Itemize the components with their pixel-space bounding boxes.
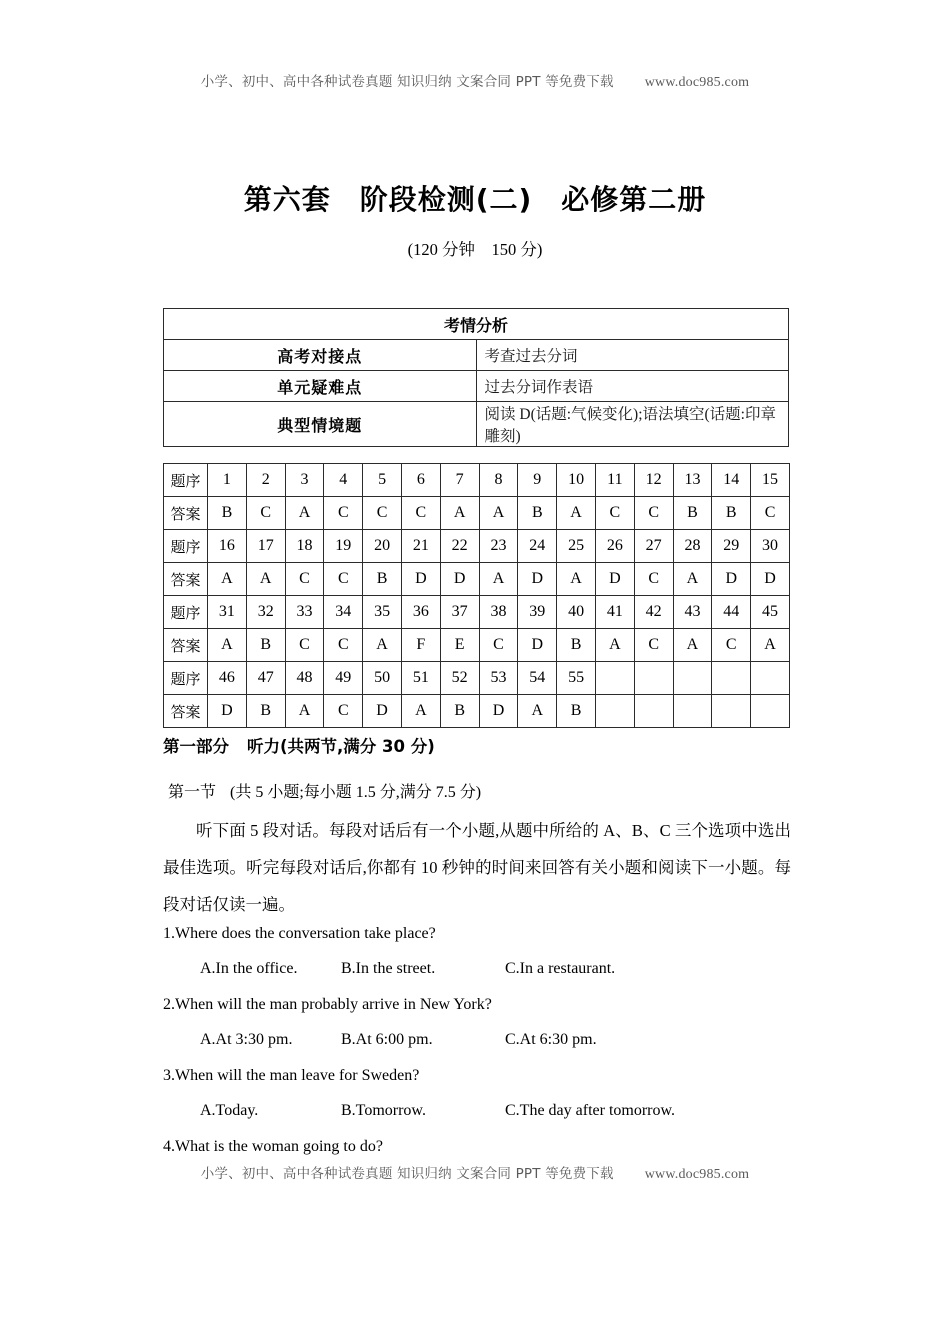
answer-key-answer-cell: A (557, 563, 596, 596)
answer-key-answer-cell: A (208, 563, 247, 596)
answer-key-answer-cell: A (595, 629, 634, 662)
analysis-row-value: 过去分词作表语 (476, 371, 789, 402)
answer-key-answer-cell: B (557, 629, 596, 662)
section-one-title: (共 5 小题;每小题 1.5 分,满分 7.5 分) (230, 784, 482, 801)
answer-key-answer-cell: A (363, 629, 402, 662)
answer-key-answer-label: 答案 (164, 563, 208, 596)
question-text: 2.When will the man probably arrive in New York? (163, 996, 492, 1013)
answer-key-number-cell: 14 (712, 464, 751, 497)
exam-analysis-table (163, 308, 789, 447)
option-a[interactable]: A.Today. (200, 1102, 259, 1119)
answer-key-answer-label: 答案 (164, 695, 208, 728)
answer-key-answer-cell: C (751, 497, 790, 530)
answer-key-answer-cell: B (246, 695, 285, 728)
option-b[interactable]: B.At 6:00 pm. (341, 1031, 433, 1048)
answer-key-answer-cell: D (401, 563, 440, 596)
answer-key-answer-cell: D (518, 629, 557, 662)
answer-key-answer-cell: A (440, 497, 479, 530)
answer-key-number-cell: 10 (557, 464, 596, 497)
answer-key-number-cell: 20 (363, 530, 402, 563)
answer-key-answer-cell (595, 695, 634, 728)
answer-key-table (163, 463, 790, 728)
answer-key-answer-cell: B (246, 629, 285, 662)
analysis-header-cell: 考情分析 (164, 309, 789, 340)
option-a[interactable]: A.At 3:30 pm. (200, 1031, 293, 1048)
answer-key-answer-cell: C (285, 629, 324, 662)
answer-key-answer-cell: C (479, 629, 518, 662)
part-one-heading (163, 733, 435, 757)
answer-key-number-cell: 53 (479, 662, 518, 695)
answer-key-answer-cell: C (712, 629, 751, 662)
answer-key-number-cell: 3 (285, 464, 324, 497)
answer-key-number-row (164, 662, 790, 695)
answer-key-answer-cell: C (401, 497, 440, 530)
answer-key-answer-cell: D (440, 563, 479, 596)
answer-key-answer-cell: B (557, 695, 596, 728)
answer-key-answer-cell: C (634, 629, 673, 662)
answer-key-number-cell: 33 (285, 596, 324, 629)
answer-key-number-cell (634, 662, 673, 695)
answer-key-number-cell: 36 (401, 596, 440, 629)
answer-key-number-cell: 15 (751, 464, 790, 497)
answer-key-number-label: 题序 (164, 530, 208, 563)
answer-key-number-cell: 55 (557, 662, 596, 695)
analysis-row-label: 典型情境题 (164, 402, 477, 447)
question-text: 3.When will the man leave for Sweden? (163, 1067, 420, 1084)
answer-key-number-cell (673, 662, 712, 695)
answer-key-number-label: 题序 (164, 464, 208, 497)
answer-key-number-cell: 32 (246, 596, 285, 629)
answer-key-answer-cell: A (751, 629, 790, 662)
answer-key-answer-row (164, 497, 790, 530)
answer-key-answer-cell: D (208, 695, 247, 728)
answer-key-number-cell: 17 (246, 530, 285, 563)
answer-key-answer-cell: A (557, 497, 596, 530)
answer-key-answer-row (164, 629, 790, 662)
answer-key-number-cell: 38 (479, 596, 518, 629)
answer-key-answer-cell: C (324, 695, 363, 728)
answer-key-answer-cell: A (479, 563, 518, 596)
answer-key-number-cell: 40 (557, 596, 596, 629)
answer-key-answer-cell: C (285, 563, 324, 596)
answer-key-answer-cell: A (246, 563, 285, 596)
answer-key-number-cell: 9 (518, 464, 557, 497)
answer-key-answer-cell (751, 695, 790, 728)
answer-key-number-cell: 22 (440, 530, 479, 563)
analysis-header-row (164, 309, 789, 340)
answer-key-number-cell: 29 (712, 530, 751, 563)
section-one-label: 第一节 (168, 784, 217, 801)
answer-key-number-row (164, 596, 790, 629)
table-row (164, 402, 789, 447)
answer-key-answer-cell: B (440, 695, 479, 728)
answer-key-answer-cell: C (363, 497, 402, 530)
answer-key-answer-cell: A (518, 695, 557, 728)
option-b[interactable]: B.Tomorrow. (341, 1102, 426, 1119)
answer-key-answer-label: 答案 (164, 497, 208, 530)
answer-key-number-cell: 8 (479, 464, 518, 497)
answer-key-answer-cell: C (634, 563, 673, 596)
analysis-row-value: 阅读 D(话题:气候变化);语法填空(话题:印章雕刻) (476, 402, 789, 447)
answer-key-answer-cell: E (440, 629, 479, 662)
part-one-label: 第一部分 (163, 737, 229, 756)
watermark-header-url: www.doc985.com (644, 75, 750, 90)
answer-key-answer-label: 答案 (164, 629, 208, 662)
answer-key-number-row (164, 530, 790, 563)
answer-key-answer-cell: A (479, 497, 518, 530)
answer-key-answer-cell: D (518, 563, 557, 596)
answer-key-number-cell: 51 (401, 662, 440, 695)
answer-key-number-cell: 7 (440, 464, 479, 497)
answer-key-number-cell: 13 (673, 464, 712, 497)
answer-key-number-cell (595, 662, 634, 695)
answer-key-number-cell: 18 (285, 530, 324, 563)
answer-key-answer-cell: C (324, 497, 363, 530)
answer-key-number-cell (712, 662, 751, 695)
answer-key-answer-cell: D (712, 563, 751, 596)
answer-key-answer-cell: C (595, 497, 634, 530)
question-text: 4.What is the woman going to do? (163, 1138, 383, 1155)
answer-key-number-cell (751, 662, 790, 695)
page-subtitle: (120 分钟 150 分) (407, 240, 543, 259)
watermark-footer (0, 1162, 950, 1183)
answer-key-number-cell: 42 (634, 596, 673, 629)
answer-key-answer-cell (712, 695, 751, 728)
answer-key-answer-row (164, 563, 790, 596)
answer-key-number-cell: 27 (634, 530, 673, 563)
answer-key-answer-cell: F (401, 629, 440, 662)
answer-key-number-cell: 50 (363, 662, 402, 695)
analysis-row-label: 单元疑难点 (164, 371, 477, 402)
answer-key-number-cell: 23 (479, 530, 518, 563)
answer-key-number-cell: 26 (595, 530, 634, 563)
page-title: 第六套 阶段检测(二) 必修第二册 (243, 183, 707, 216)
answer-key-number-cell: 28 (673, 530, 712, 563)
section-one-heading (168, 779, 481, 802)
question-text: 1.Where does the conversation take place? (163, 925, 436, 942)
answer-key-number-cell: 48 (285, 662, 324, 695)
option-c[interactable]: C.At 6:30 pm. (505, 1031, 597, 1048)
answer-key-number-cell: 1 (208, 464, 247, 497)
answer-key-number-cell: 49 (324, 662, 363, 695)
answer-key-answer-cell: B (518, 497, 557, 530)
watermark-header-text: 小学、初中、高中各种试卷真题 知识归纳 文案合同 PPT 等免费下载 (200, 74, 614, 90)
answer-key-answer-cell: C (246, 497, 285, 530)
answer-key-answer-cell (634, 695, 673, 728)
answer-key-answer-cell: A (401, 695, 440, 728)
answer-key-number-cell: 2 (246, 464, 285, 497)
answer-key-number-cell: 34 (324, 596, 363, 629)
table-row (164, 340, 789, 371)
answer-key-number-cell: 52 (440, 662, 479, 695)
answer-key-number-cell: 35 (363, 596, 402, 629)
table-row (164, 371, 789, 402)
answer-key-number-cell: 45 (751, 596, 790, 629)
answer-key-answer-cell: D (595, 563, 634, 596)
answer-key-answer-cell: A (285, 497, 324, 530)
answer-key-answer-cell: B (363, 563, 402, 596)
answer-key-number-cell: 47 (246, 662, 285, 695)
answer-key-answer-cell: A (673, 563, 712, 596)
answer-key-answer-cell: B (208, 497, 247, 530)
analysis-row-value: 考查过去分词 (476, 340, 789, 371)
answer-key-number-cell: 24 (518, 530, 557, 563)
option-a[interactable]: A.In the office. (200, 960, 298, 977)
watermark-footer-text: 小学、初中、高中各种试卷真题 知识归纳 文案合同 PPT 等免费下载 (200, 1166, 614, 1182)
answer-key-number-cell: 19 (324, 530, 363, 563)
answer-key-number-cell: 46 (208, 662, 247, 695)
answer-key-answer-cell: B (712, 497, 751, 530)
watermark-footer-url: www.doc985.com (644, 1167, 750, 1182)
answer-key-number-cell: 25 (557, 530, 596, 563)
answer-key-number-cell: 12 (634, 464, 673, 497)
answer-key-number-label: 题序 (164, 596, 208, 629)
answer-key-number-cell: 41 (595, 596, 634, 629)
answer-key-answer-cell: B (673, 497, 712, 530)
answer-key-number-cell: 5 (363, 464, 402, 497)
answer-key-number-cell: 4 (324, 464, 363, 497)
listening-instructions: 听下面 5 段对话。每段对话后有一个小题,从题中所给的 A、B、C 三个选项中选出最佳选项。听完每段对话后,你都有 10 秒钟的时间来回答有关小题和阅读下一小题。每段对话仅读一遍。 (163, 821, 791, 914)
answer-key-number-cell: 30 (751, 530, 790, 563)
analysis-row-label: 高考对接点 (164, 340, 477, 371)
answer-key-number-cell: 37 (440, 596, 479, 629)
answer-key-number-cell: 31 (208, 596, 247, 629)
option-c[interactable]: C.In a restaurant. (505, 960, 616, 977)
answer-key-answer-row (164, 695, 790, 728)
answer-key-answer-cell: A (285, 695, 324, 728)
answer-key-number-cell: 16 (208, 530, 247, 563)
answer-key-number-cell: 44 (712, 596, 751, 629)
answer-key-answer-cell: C (324, 563, 363, 596)
option-b[interactable]: B.In the street. (341, 960, 436, 977)
answer-key-number-cell: 11 (595, 464, 634, 497)
answer-key-number-row (164, 464, 790, 497)
answer-key-number-cell: 39 (518, 596, 557, 629)
answer-key-answer-cell: A (673, 629, 712, 662)
answer-key-number-cell: 54 (518, 662, 557, 695)
answer-key-answer-cell: D (363, 695, 402, 728)
answer-key-number-cell: 21 (401, 530, 440, 563)
watermark-header (0, 70, 950, 91)
answer-key-answer-cell: C (634, 497, 673, 530)
answer-key-answer-cell: D (751, 563, 790, 596)
part-one-title: 听力(共两节,满分 30 分) (247, 737, 435, 756)
option-c[interactable]: C.The day after tomorrow. (505, 1102, 676, 1119)
answer-key-number-label: 题序 (164, 662, 208, 695)
answer-key-answer-cell: D (479, 695, 518, 728)
answer-key-answer-cell: C (324, 629, 363, 662)
answer-key-number-cell: 43 (673, 596, 712, 629)
answer-key-number-cell: 6 (401, 464, 440, 497)
answer-key-answer-cell: A (208, 629, 247, 662)
answer-key-answer-cell (673, 695, 712, 728)
